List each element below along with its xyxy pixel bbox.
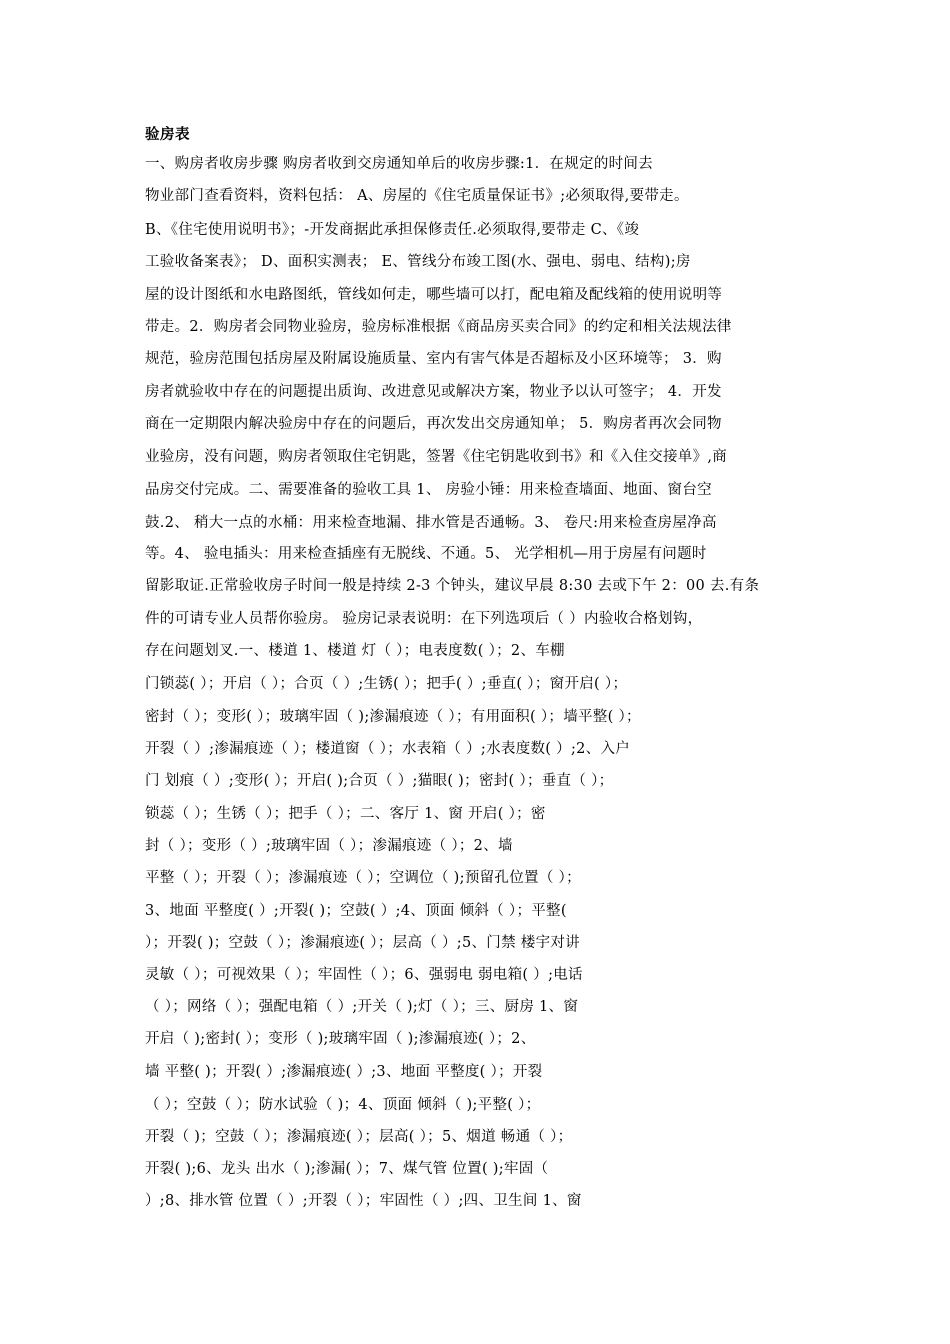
body-line: 灵敏（ ）；可视效果（ ）；牢固性（ ）；6、强弱电 弱电箱( ）;电话: [145, 967, 583, 983]
body-line: 房者就验收中存在的问题提出质询、改进意见或解决方案，物业予以认可签字； 4．开发: [145, 384, 722, 400]
body-line: 开裂（ ）;渗漏痕迹（ ）；楼道窗（ ）；水表箱（ ）;水表度数( ）;2、入户: [145, 741, 631, 757]
body-line: ）；开裂( )；空鼓（ ）；渗漏痕迹( ）；层高（ ）;5、门禁 楼宇对讲: [145, 935, 580, 951]
body-line: 平整（ ）；开裂（ ）；渗漏痕迹（ ）；空调位（ );预留孔位置（ ）；: [145, 870, 581, 886]
body-line: 带走。2．购房者会同物业验房，验房标准根据《商品房买卖合同》的约定和相关法规法律: [145, 319, 732, 335]
body-line: 开裂（ )；空鼓（ ）；渗漏痕迹( ）；层高( ）；5、烟道 畅通（ ）；: [145, 1129, 573, 1145]
body-line: 门 划痕（ ）;变形( ）；开启( );合页（ ）;猫眼( )；密封( ）；垂直（ ）；: [145, 773, 614, 789]
body-line: 屋的设计图纸和水电路图纸，管线如何走，哪些墙可以打，配电箱及配线箱的使用说明等: [145, 287, 723, 303]
body-line: 密封（ ）；变形( ）；玻璃牢固（ );渗漏痕迹（ ）；有用面积( ）；墙平整( ）；: [145, 709, 641, 725]
body-line: 等。4、 验电插头：用来检查插座有无脱线、不通。5、 光学相机—用于房屋有问题时: [145, 546, 707, 562]
body-line: 封（ ）；变形（ ）;玻璃牢固（ ）；渗漏痕迹（ ）；2、墙: [145, 838, 513, 854]
document-title: 验房表: [145, 127, 190, 143]
body-line: （ ）；网络（ ）；强配电箱（ ）;开关（ );灯（ ）；三、厨房 1、窗: [145, 999, 579, 1015]
body-line: 鼓.2、 稍大一点的水桶：用来检查地漏、排水管是否通畅。3、 卷尺:用来检查房屋净高: [145, 515, 717, 531]
body-line: 业验房，没有问题，购房者领取住宅钥匙，签署《住宅钥匙收到书》和《入住交接单》,商: [145, 449, 728, 465]
body-line: （ ）；空鼓（ ）；防水试验（ )；4、顶面 倾斜（ );平整( ）；: [145, 1097, 541, 1113]
body-line: 墙 平整( )；开裂( ）;渗漏痕迹( ）;3、地面 平整度( ）；开裂: [145, 1064, 543, 1080]
body-line: 留影取证.正常验收房子时间一般是持续 2-3 个钟头，建议早晨 8:30 去或下午 2：00 去.有条: [145, 578, 760, 594]
body-line: 商在一定期限内解决验房中存在的问题后，再次发出交房通知单； 5．购房者再次会同物: [145, 416, 722, 432]
body-line: 件的可请专业人员帮你验房。 验房记录表说明：在下列选项后（ ）内验收合格划钩，: [145, 611, 703, 627]
body-line: 物业部门查看资料，资料包括： A、房屋的《住宅质量保证书》;必须取得,要带走。: [145, 188, 689, 204]
body-line: 品房交付完成。二、需要准备的验收工具 1、 房验小锤：用来检查墙面、地面、窗台空: [145, 482, 712, 498]
body-line: ）;8、排水管 位置（ ）;开裂（ ）；牢固性（ ）;四、卫生间 1、窗: [145, 1193, 582, 1209]
body-line: 3、地面 平整度( ）;开裂( )；空鼓( ）;4、顶面 倾斜（ ）；平整(: [145, 903, 567, 919]
body-line: B、《住宅使用说明书》；-开发商据此承担保修责任.必须取得,要带走 C、《竣: [145, 222, 640, 238]
body-line: 工验收备案表》； D、面积实测表； E、管线分布竣工图(水、强电、弱电、结构);房: [145, 254, 691, 270]
body-line: 门锁蕊( ）；开启（ ）；合页（ ）;生锈( ）；把手( ）;垂直( ）；窗开启( ）；: [145, 676, 628, 692]
body-line: 规范，验房范围包括房屋及附属设施质量、室内有害气体是否超标及小区环境等； 3．购: [145, 351, 722, 367]
body-line: 锁蕊（ ）；生锈（ ）；把手（ ）；二、客厅 1、窗 开启( ）；密: [145, 806, 546, 822]
body-line: 一、购房者收房步骤 购房者收到交房通知单后的收房步骤:1．在规定的时间去: [145, 156, 654, 172]
body-line: 存在问题划叉.一、楼道 1、楼道 灯（ ）；电表度数( ）；2、车棚: [145, 643, 565, 659]
body-line: 开启（ );密封( ）；变形（ );玻璃牢固（ );渗漏痕迹( ）；2、: [145, 1031, 536, 1047]
body-line: 开裂( );6、龙头 出水（ );渗漏( ）；7、煤气管 位置( );牢固（: [145, 1161, 549, 1177]
